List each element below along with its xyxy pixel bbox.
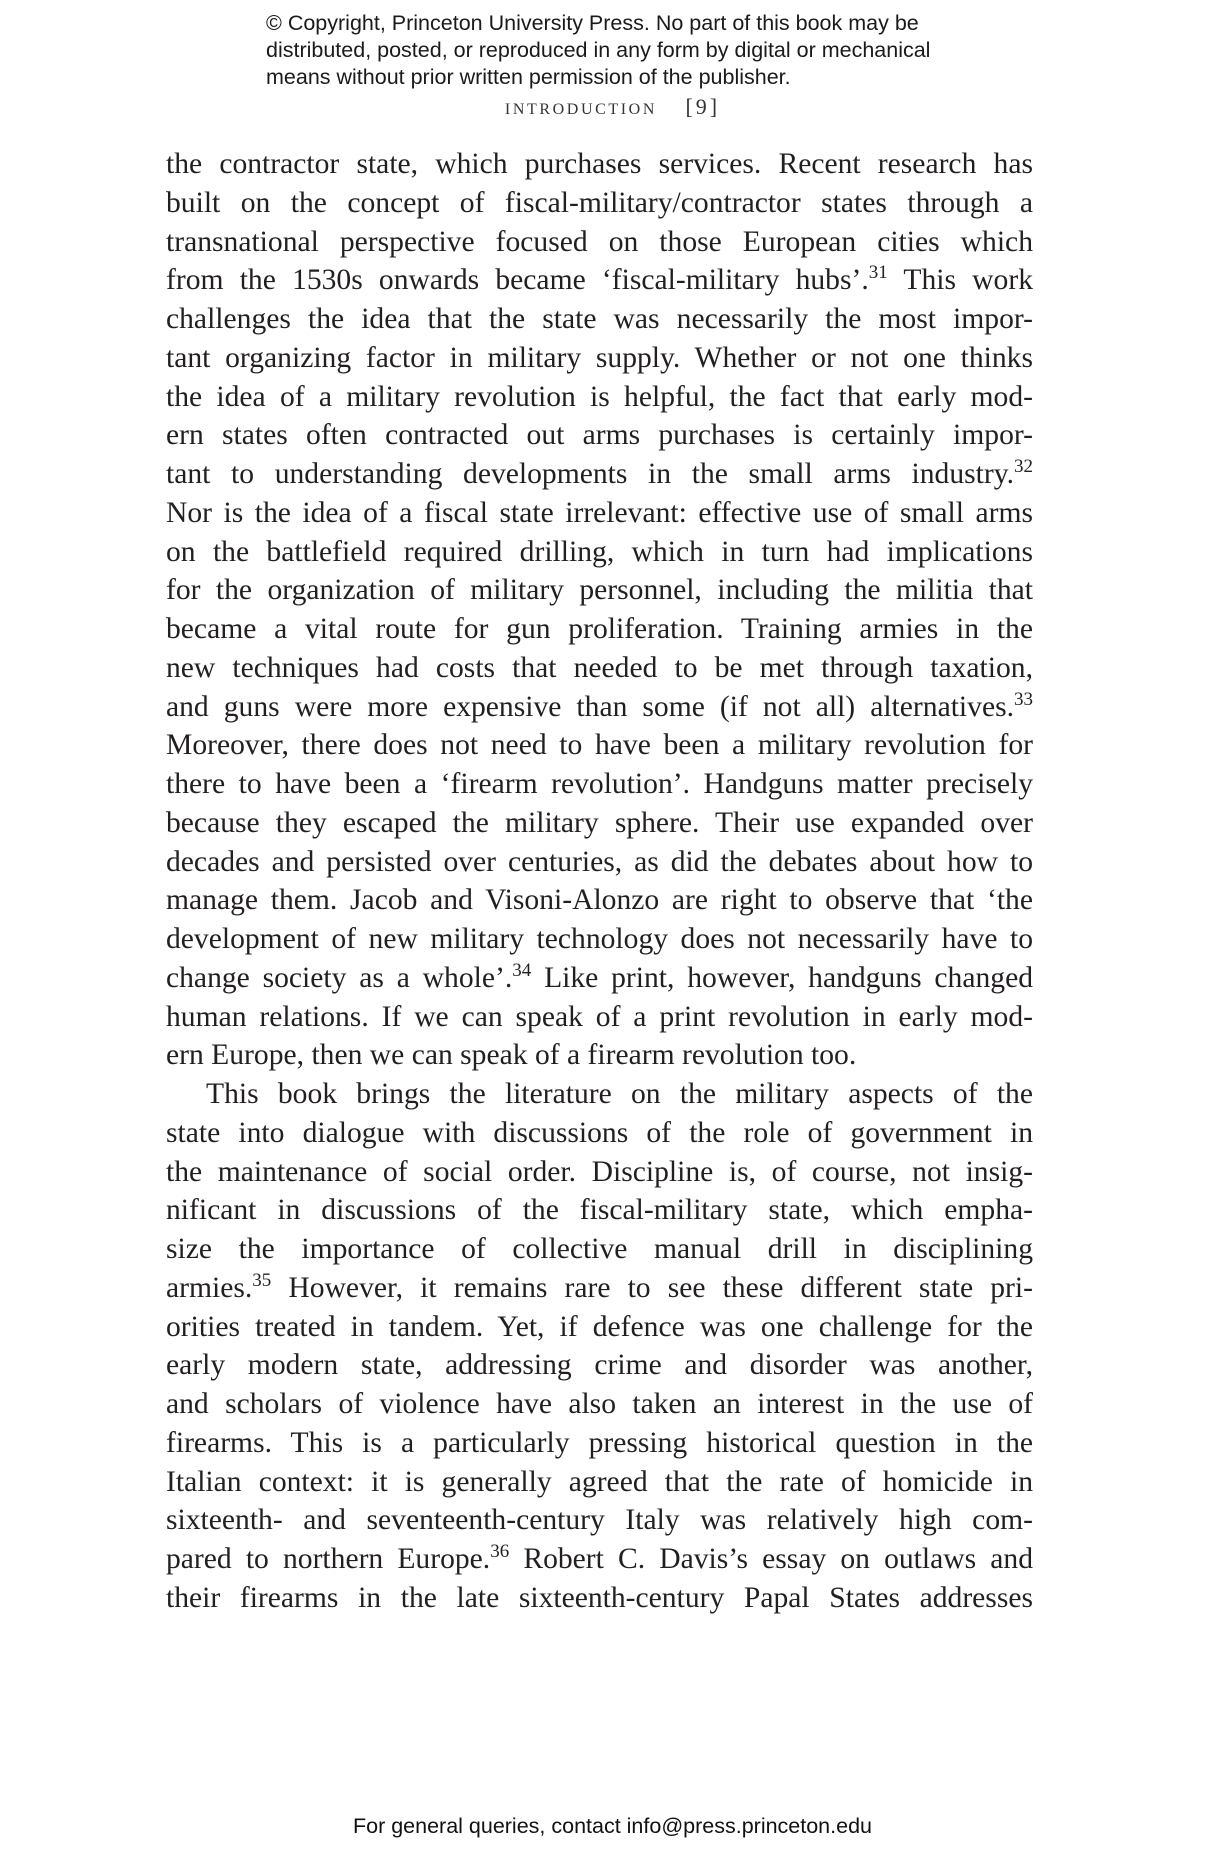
text-line: Italian context: it is generally agreed that the rate of homicide in: [166, 1465, 1033, 1498]
line-text: and guns were more expensive than some (if not all) alternatives.: [166, 690, 1014, 723]
text-line: the maintenance of social order. Discipline is, of course, not insig-: [166, 1155, 1033, 1188]
text-line: tant organizing factor in military supply. Whether or not one thinks: [166, 341, 1033, 374]
footnote-reference[interactable]: 33: [1014, 688, 1033, 710]
text-line: challenges the idea that the state was necessarily the most impor-: [166, 303, 1033, 335]
text-line: sixteenth- and seventeenth-century Italy was relatively high com-: [166, 1504, 1033, 1537]
text-line: there to have been a ‘firearm revolution’. Handguns matter precisely: [166, 768, 1033, 800]
copyright-line-3: means without prior written permission of the publisher.: [266, 65, 791, 89]
text-line: built on the concept of fiscal-military/contractor states through a: [166, 186, 1033, 219]
text-line: because they escaped the military sphere. Their use expanded over: [166, 806, 1033, 839]
text-line: ern Europe, then we can speak of a firearm revolution too.: [166, 1039, 857, 1072]
text-line: their firearms in the late sixteenth-century Papal States addresses: [166, 1581, 1033, 1614]
text-line: [166, 959, 1033, 998]
text-line: human relations. If we can speak of a print revolution in early mod-: [166, 1000, 1033, 1033]
text-line: size the importance of collective manual drill in disciplining: [166, 1233, 1033, 1265]
text-line: manage them. Jacob and Visoni-Alonzo are right to observe that ‘the: [166, 884, 1033, 917]
page-number: [9]: [685, 94, 721, 119]
text-line: state into dialogue with discussions of the role of government in: [166, 1116, 1033, 1149]
text-line: the idea of a military revolution is helpful, the fact that early mod-: [166, 380, 1033, 413]
footnote-reference[interactable]: 31: [868, 262, 888, 284]
line-text: Like print, however, handguns changed: [531, 961, 1033, 994]
footer-contact: For general queries, contact info@press.princeton.edu: [352, 1814, 872, 1838]
line-text: However, it remains rare to see these different state pri-: [271, 1271, 1033, 1304]
text-line: development of new military technology does not necessarily have to: [166, 923, 1033, 955]
text-line: early modern state, addressing crime and disorder was another,: [166, 1349, 1033, 1382]
footnote-reference[interactable]: 35: [252, 1269, 272, 1291]
text-line: decades and persisted over centuries, as did the debates about how to: [166, 845, 1033, 878]
text-line: [166, 688, 1033, 727]
text-line: and scholars of violence have also taken an interest in the use of: [166, 1388, 1033, 1420]
text-line: Nor is the idea of a fiscal state irrelevant: effective use of small arms: [166, 496, 1033, 529]
text-line: Moreover, there does not need to have been a military revolution for: [166, 729, 1033, 762]
body-text: [166, 145, 1033, 1618]
text-line: [166, 1540, 1033, 1579]
text-line: transnational perspective focused on those European cities which: [166, 225, 1033, 258]
copyright-notice: [266, 10, 986, 91]
footnote-reference[interactable]: 34: [512, 959, 532, 981]
text-line: nificant in discussions of the fiscal-military state, which empha-: [166, 1194, 1033, 1227]
text-line: [166, 455, 1033, 494]
line-text: This work: [887, 264, 1033, 297]
text-line: orities treated in tandem. Yet, if defence was one challenge for the: [166, 1310, 1033, 1343]
text-line: ern states often contracted out arms purchases is certainly impor-: [166, 419, 1033, 452]
line-text: armies.: [166, 1271, 253, 1304]
line-text: pared to northern Europe.: [166, 1543, 491, 1575]
text-line: firearms. This is a particularly pressing historical question in the: [166, 1426, 1033, 1459]
line-text: Robert C. Davis’s essay on outlaws and: [509, 1543, 1033, 1575]
paragraph: [166, 1075, 1033, 1618]
footnote-reference[interactable]: 32: [1014, 456, 1033, 477]
text-line: the contractor state, which purchases services. Recent research has: [166, 148, 1033, 180]
line-text: change society as a whole’.: [166, 961, 513, 994]
footnote-reference[interactable]: 36: [490, 1541, 510, 1562]
text-line: This book brings the literature on the military aspects of the: [206, 1078, 1033, 1110]
text-line: on the battlefield required drilling, which in turn had implications: [166, 535, 1033, 568]
running-head: [0, 94, 1225, 120]
text-line: [166, 1269, 1033, 1308]
text-line: became a vital route for gun proliferation. Training armies in the: [166, 613, 1033, 645]
line-text: from the 1530s onwards became ‘fiscal-military hubs’.: [166, 264, 869, 297]
line-text: tant to understanding developments in the small arms industry.: [166, 458, 1014, 490]
running-head-title: INTRODUCTION: [504, 101, 657, 118]
text-line: for the organization of military personnel, including the militia that: [166, 574, 1033, 607]
text-line: [166, 261, 1033, 300]
copyright-line-2: distributed, posted, or reproduced in any form by digital or mechanical: [266, 38, 931, 62]
text-line: new techniques had costs that needed to be met through taxation,: [166, 651, 1033, 684]
copyright-line-1: © Copyright, Princeton University Press. No part of this book may be: [266, 11, 919, 35]
paragraph: [166, 145, 1033, 1075]
